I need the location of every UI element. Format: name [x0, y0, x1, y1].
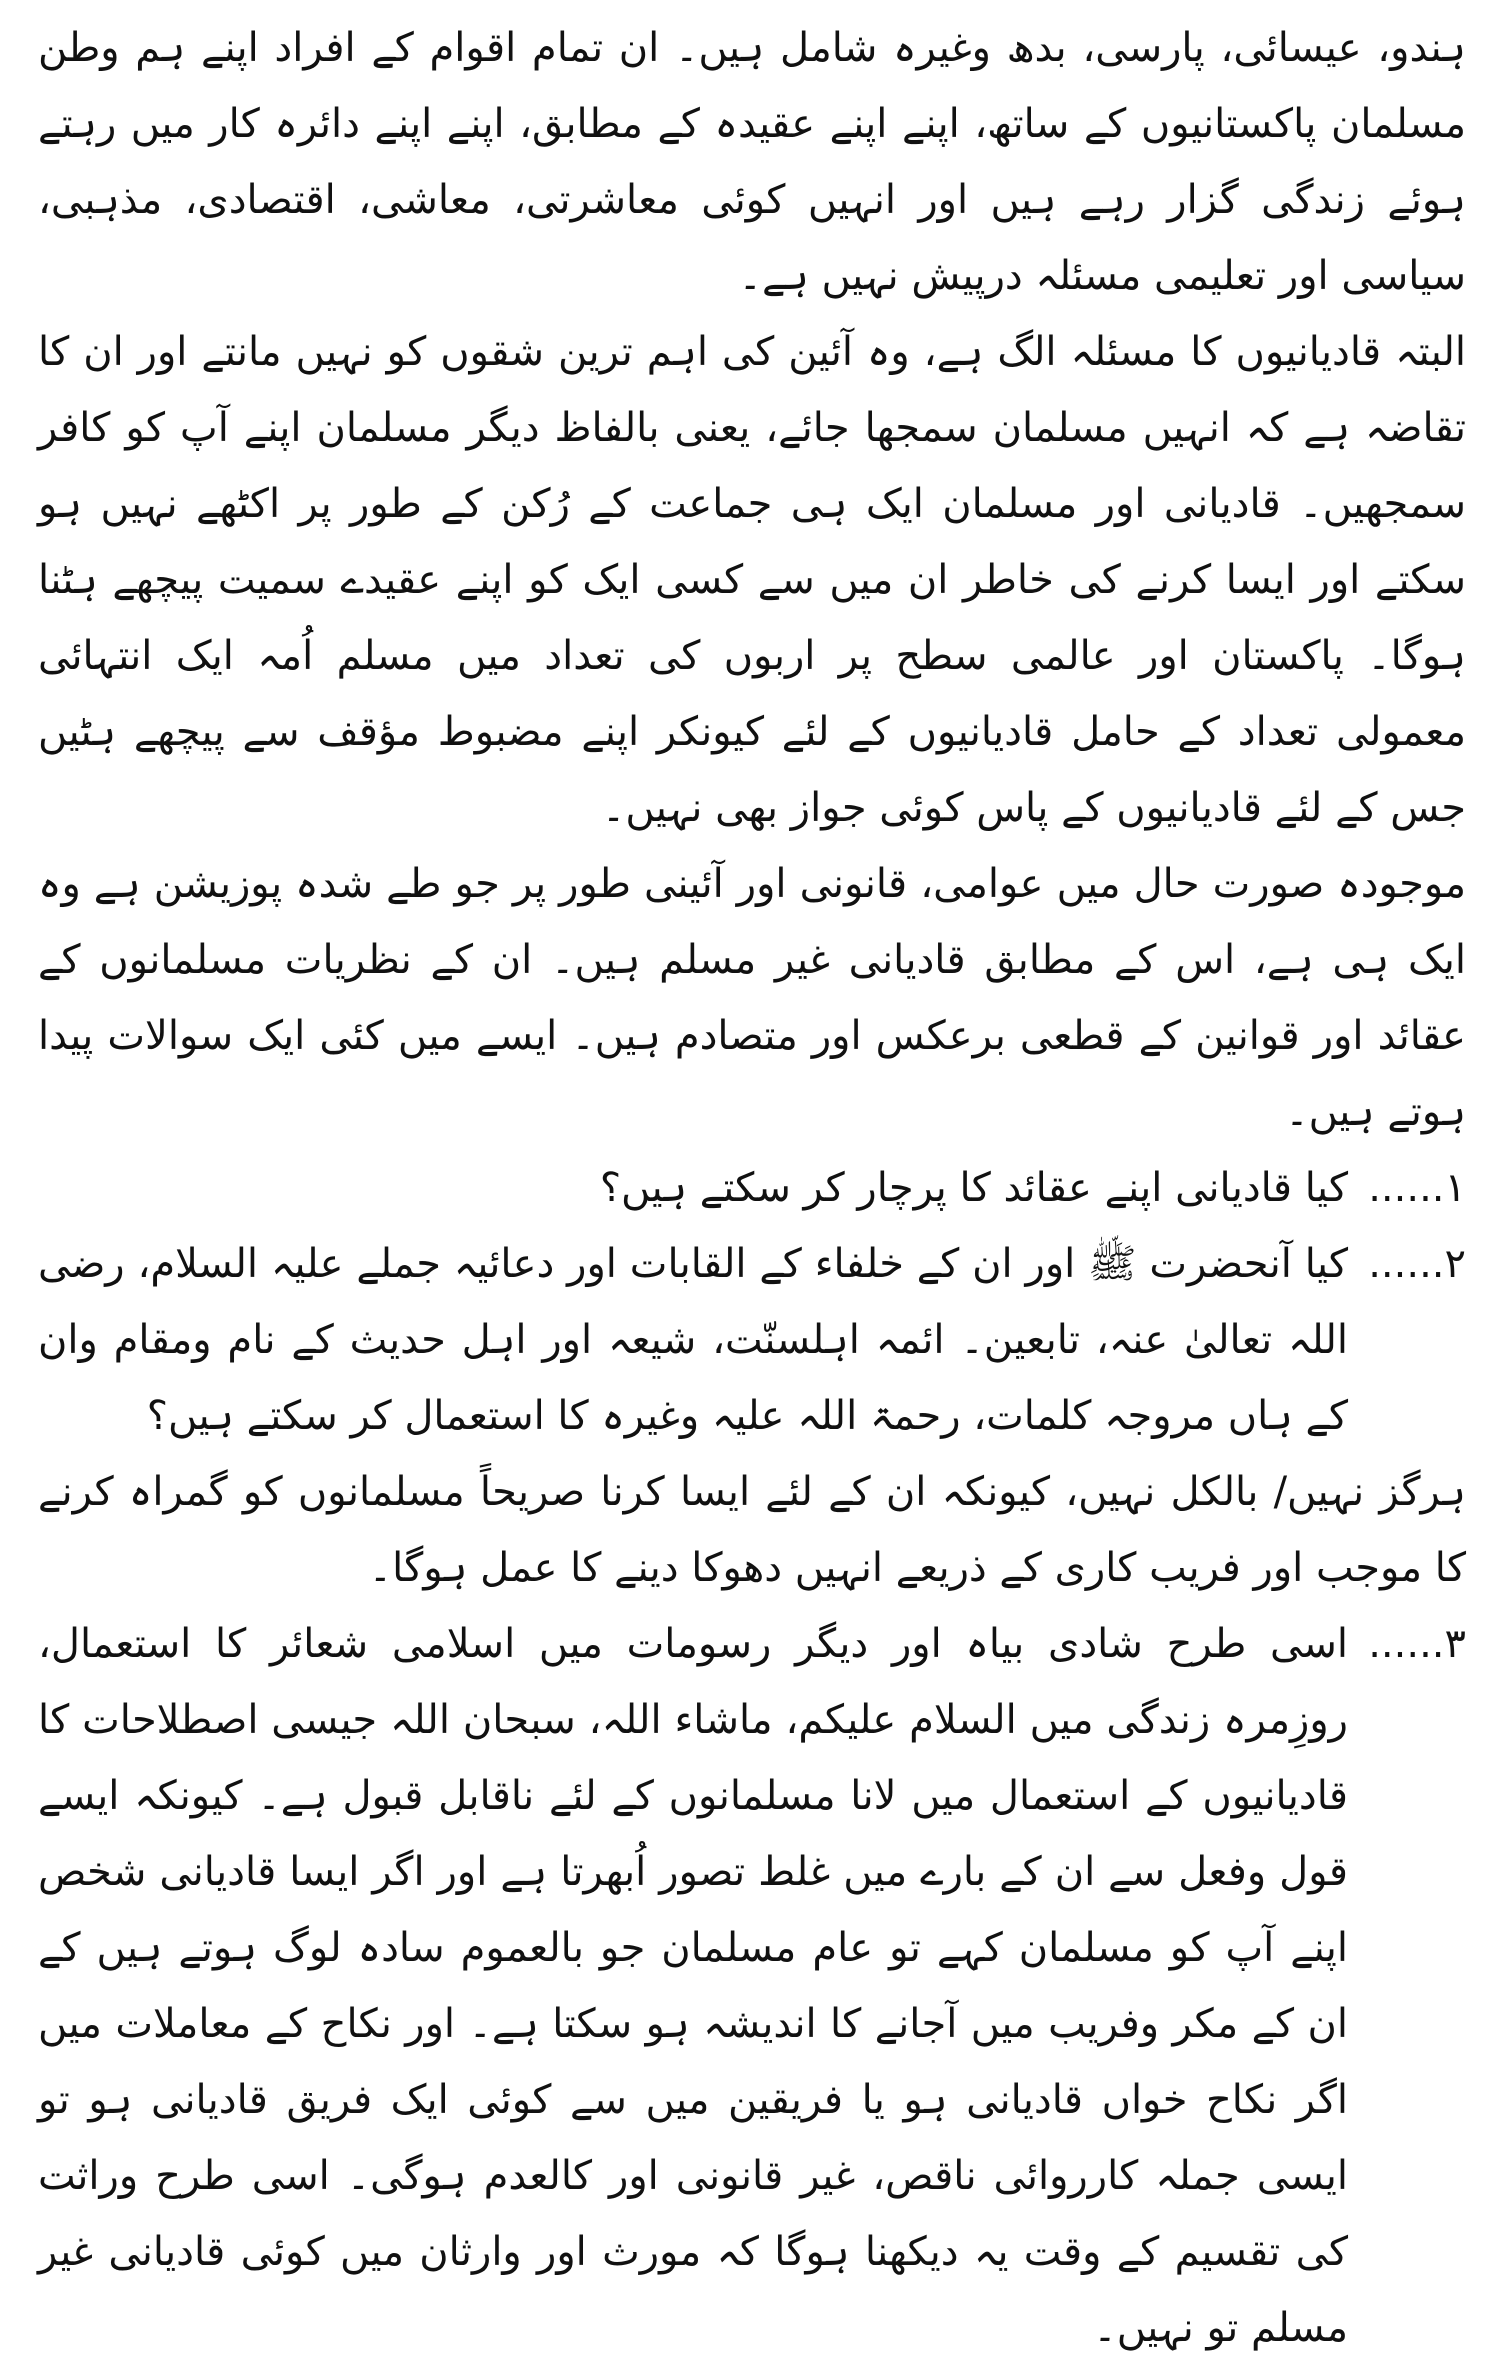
paragraph: ہندو، عیسائی، پارسی، بدھ وغیرہ شامل ہیں۔ ان تمام اقوام کے افراد اپنے ہم وطن مسلمان پاکستانیوں کے ساتھ، اپنے اپنے عقیدہ کے مطابق، اپنے اپنے دائرہ کار میں رہتے ہوئے زندگی گزار رہے ہیں اور انہیں کوئی معاشرتی، معاشی، اقتصادی، مذہبی، سیاسی اور تعلیمی مسئلہ درپیش نہیں ہے۔ [38, 25, 1466, 299]
item-text: اسی طرح شادی بیاہ اور دیگر رسومات میں اسلامی شعائر کا استعمال، روزِمرہ زندگی میں السلام علیکم، ماشاء اللہ، سبحان اللہ جیسی اصطلاحات کا قادیانیوں کے استعمال میں لانا مسلمانوں کے لئے ناقابل قبول ہے۔ کیونکہ ایسے قول وفعل سے ان کے بارے میں غلط تصور اُبھرتا ہے اور اگر ایسا قادیانی شخص اپنے آپ کو مسلمان کہے تو عام مسلمان جو بالعموم سادہ لوگ ہوتے ہیں کے ان کے مکر وفریب میں آجانے کا اندیشہ ہو سکتا ہے۔ اور نکاح کے معاملات میں اگر نکاح خواں قادیانی ہو یا فریقین میں سے کوئی ایک فریق قادیانی ہو تو ایسی جملہ کارروائی ناقص، غیر قانونی اور کالعدم ہوگی۔ اسی طرح وراثت کی تقسیم کے وقت یہ دیکھنا ہوگا کہ مورث اور وارثان میں کوئی قادیانی غیر مسلم تو نہیں۔ [38, 1621, 1348, 2351]
numbered-item [38, 1150, 1466, 1226]
paragraph: البتہ قادیانیوں کا مسئلہ الگ ہے، وہ آئین کی اہم ترین شقوں کو نہیں مانتے اور ان کا تقاضہ ہے کہ انہیں مسلمان سمجھا جائے، یعنی بالفاظ دیگر مسلمان اپنے آپ کو کافر سمجھیں۔ قادیانی اور مسلمان ایک ہی جماعت کے رُکن کے طور پر اکٹھے نہیں ہو سکتے اور ایسا کرنے کی خاطر ان میں سے کسی ایک کو اپنے عقیدے سمیت پیچھے ہٹنا ہوگا۔ پاکستان اور عالمی سطح پر اربوں کی تعداد میں مسلم اُمہ ایک انتہائی معمولی تعداد کے حامل قادیانیوں کے لئے کیونکر اپنے مضبوط مؤقف سے پیچھے ہٹیں جس کے لئے قادیانیوں کے پاس کوئی جواز بھی نہیں۔ [38, 329, 1466, 831]
item-number: ٣...... [1368, 1621, 1466, 1667]
numbered-item [38, 1226, 1466, 1454]
paragraph: ہرگز نہیں/ بالکل نہیں، کیونکہ ان کے لئے ایسا کرنا صریحاً مسلمانوں کو گمراہ کرنے کا موجب اور فریب کاری کے ذریعے انہیں دھوکا دینے کا عمل ہوگا۔ [38, 1469, 1466, 1591]
item-number: ٢...... [1368, 1241, 1466, 1287]
numbered-item [38, 1606, 1466, 2366]
document-page [38, 10, 1466, 2351]
item-number: ١...... [1368, 1165, 1466, 1211]
item-text: کیا آنحضرت ﷺ اور ان کے خلفاء کے القابات اور دعائیہ جملے علیہ السلام، رضی اللہ تعالیٰ عنہ، تابعین۔ ائمہ اہلسنّت، شیعہ اور اہل حدیث کے نام ومقام وان کے ہاں مروجہ کلمات، رحمۃ اللہ علیہ وغیرہ کا استعمال کر سکتے ہیں؟ [38, 1241, 1348, 1439]
item-text: کیا قادیانی اپنے عقائد کا پرچار کر سکتے ہیں؟ [599, 1165, 1348, 1211]
paragraph: موجودہ صورت حال میں عوامی، قانونی اور آئینی طور پر جو طے شدہ پوزیشن ہے وہ ایک ہی ہے، اس کے مطابق قادیانی غیر مسلم ہیں۔ ان کے نظریات مسلمانوں کے عقائد اور قوانین کے قطعی برعکس اور متصادم ہیں۔ ایسے میں کئی ایک سوالات پیدا ہوتے ہیں۔ [38, 861, 1466, 1135]
